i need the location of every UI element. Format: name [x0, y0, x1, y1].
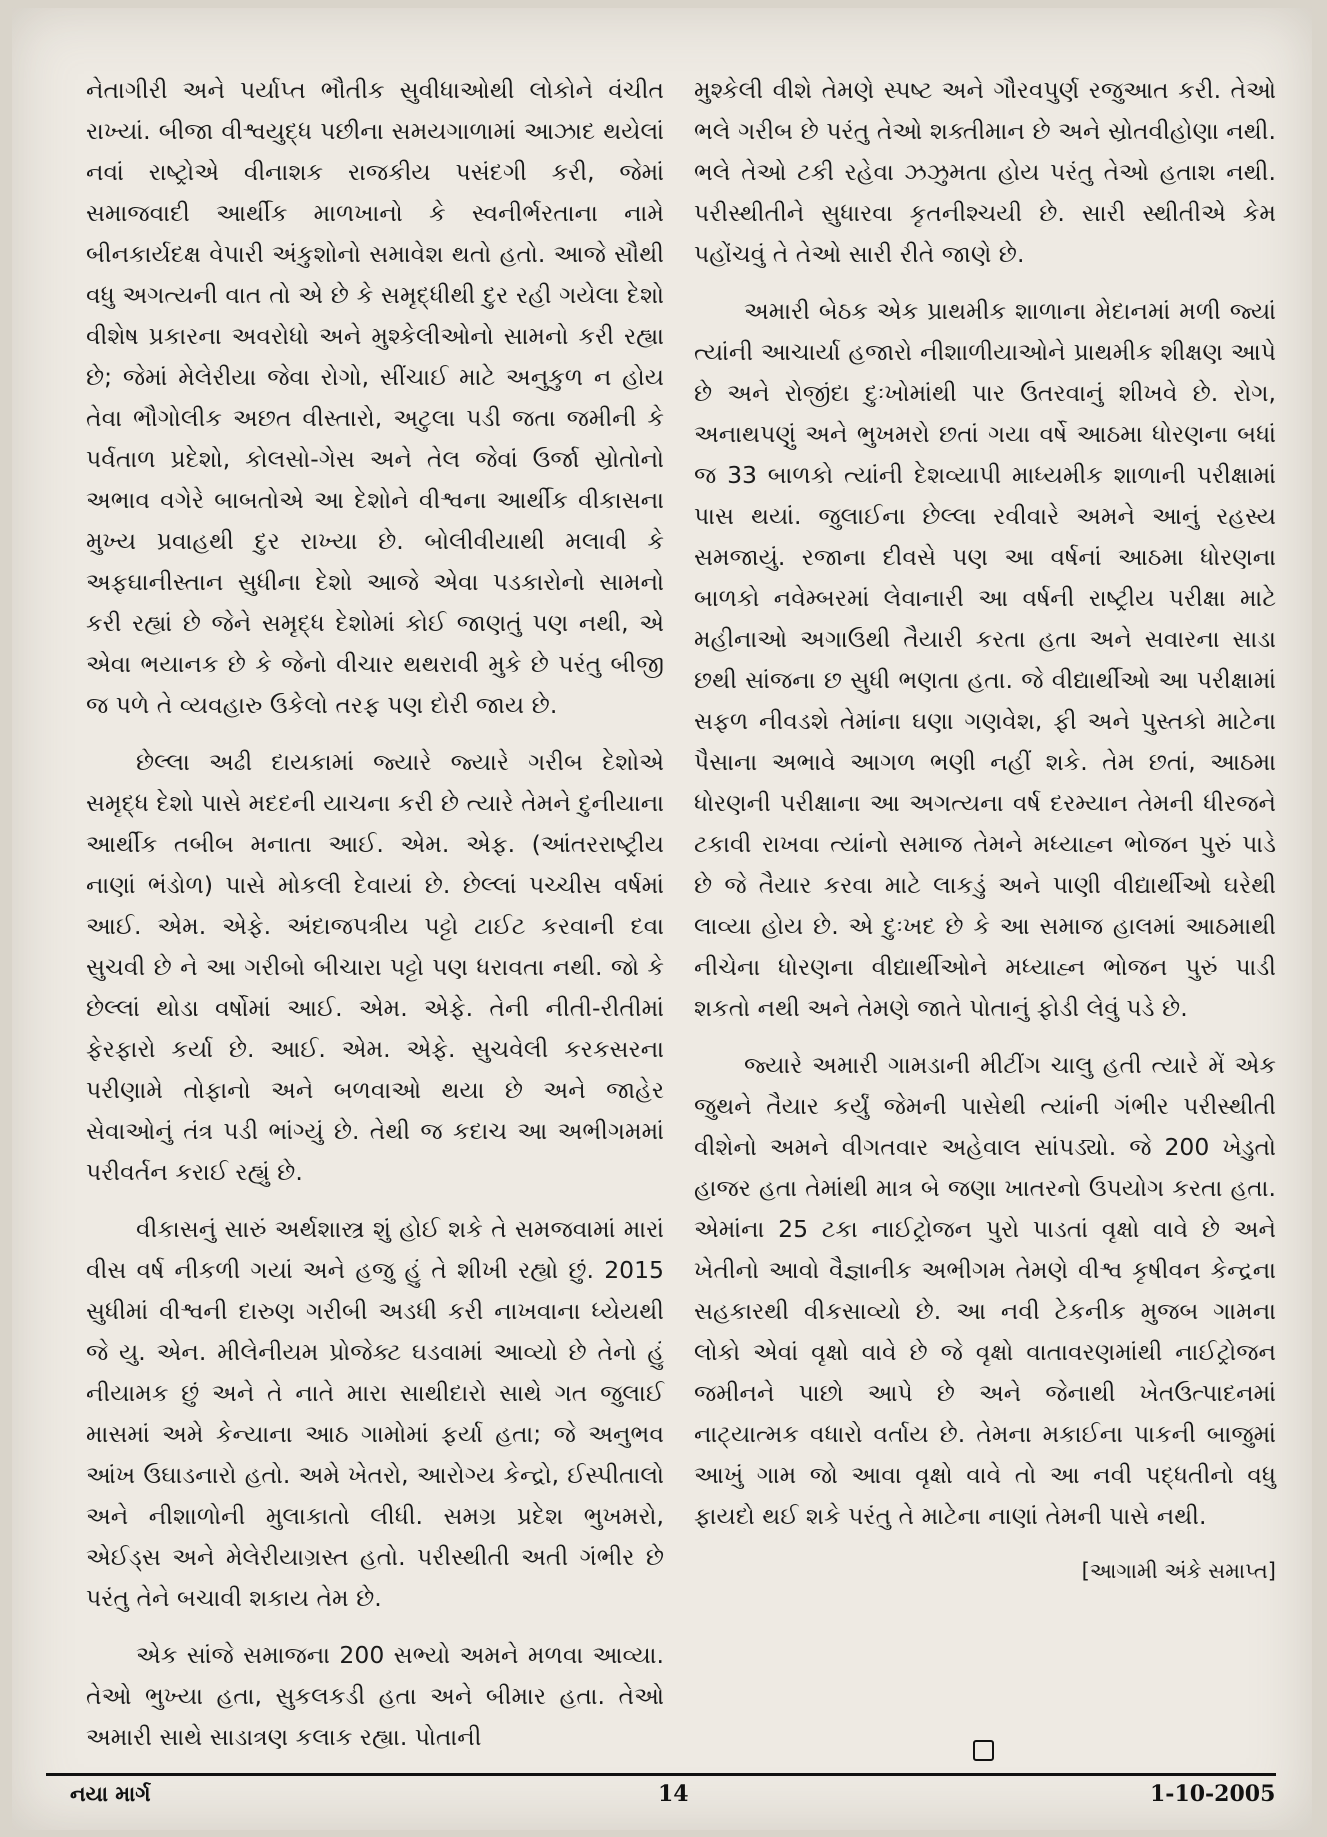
right-column [694, 70, 1276, 1592]
paragraph-right-3: જ્યારે અમારી ગામડાની મીટીંગ ચાલુ હતી ત્યારે મેં એક જુથને તૈયાર કર્યું જેમની પાસેથી ત્યાંની ગંભીર પરીસ્થીતી વીશેનો અમને વીગતવાર અહેવાલ સાંપડ્યો. જે 200 ખેડુતો હાજર હતા તેમાંથી માત્ર બે જણા ખાતરનો ઉપયોગ કરતા હતા. એમાંના 25 ટકા નાઈટ્રોજન પુરો પાડતાં વૃક્ષો વાવે છે અને ખેતીનો આવો વૈજ્ઞાનીક અભીગમ તેમણે વીશ્વ કૃષીવન કેન્દ્રના સહકારથી વીકસાવ્યો છે. આ નવી ટેકનીક મુજબ ગામના લોકો એવાં વૃક્ષો વાવે છે જે વૃક્ષો વાતાવરણમાંથી નાઈટ્રોજન જમીનને પાછો આપે છે અને જેનાથી ખેતઉત્પાદનમાં નાટ્યાત્મક વધારો વર્તાય છે. તેમના મકાઈના પાકની બાજુમાં આખું ગામ જો આવા વૃક્ષો વાવે તો આ નવી પદ્ધતીનો વધુ ફાયદો થઈ શકે પરંતુ તે માટેના નાણાં તેમની પાસે નથી. [694, 1051, 1276, 1530]
continued-note: [આગામી અંકે સમાપ્ત] [1081, 1559, 1276, 1583]
end-mark-icon [973, 1740, 994, 1761]
paragraph-left-4: એક સાંજે સમાજના 200 સભ્યો અમને મળવા આવ્યા. તેઓ ભુખ્યા હતા, સુકલકડી હતા અને બીમાર હતા. તેઓ અમારી સાથે સાડાત્રણ કલાક રહ્યા. પોતાની [86, 1641, 664, 1751]
paragraph-left-3: વીકાસનું સારું અર્થશાસ્ત્ર શું હોઈ શકે તે સમજવામાં મારાં વીસ વર્ષ નીકળી ગયાં અને હજુ હું તે શીખી રહ્યો છું. 2015 સુધીમાં વીશ્વની દારુણ ગરીબી અડધી કરી નાખવાના ધ્યેયથી જે યુ. એન. મીલેનીયમ પ્રોજેક્ટ ઘડવામાં આવ્યો છે તેનો હું નીયામક છું અને તે નાતે મારા સાથીદારો સાથે ગત જુલાઈ માસમાં અમે કેન્યાના આઠ ગામોમાં ફર્યા હતા; જે અનુભવ આંખ ઉઘાડનારો હતો. અમે ખેતરો, આરોગ્ય કેન્દ્રો, ઈસ્પીતાલો અને નીશાળોની મુલાકાતો લીધી. સમગ્ર પ્રદેશ ભુખમરો, એઈડ્સ અને મેલેરીયાગ્રસ્ત હતો. પરીસ્થીતી અતી ગંભીર છે પરંતુ તેને બચાવી શકાય તેમ છે. [86, 1215, 664, 1612]
publication-name: નયા માર્ગ [70, 1781, 151, 1806]
paragraph-right-2: અમારી બેઠક એક પ્રાથમીક શાળાના મેદાનમાં મળી જ્યાં ત્યાંની આચાર્યા હજારો નીશાળીયાઓને પ્રાથમીક શીક્ષણ આપે છે અને રોજીંદા દુઃખોમાંથી પાર ઉતરવાનું શીખવે છે. રોગ, અનાથપણું અને ભુખમરો છતાં ગયા વર્ષે આઠમા ધોરણના બધાં જ 33 બાળકો ત્યાંની દેશવ્યાપી માધ્યમીક શાળાની પરીક્ષામાં પાસ થયાં. જુલાઈના છેલ્લા રવીવારે અમને આનું રહસ્ય સમજાયું. રજાના દીવસે પણ આ વર્ષનાં આઠમા ધોરણના બાળકો નવેમ્બરમાં લેવાનારી આ વર્ષની રાષ્ટ્રીય પરીક્ષા માટે મહીનાઓ અગાઉથી તૈયારી કરતા હતા અને સવારના સાડા છથી સાંજના છ સુધી ભણતા હતા. જે વીદ્યાર્થીઓ આ પરીક્ષામાં સફળ નીવડશે તેમાંના ઘણા ગણવેશ, ફી અને પુસ્તકો માટેના પૈસાના અભાવે આગળ ભણી નહીં શકે. તેમ છતાં, આઠમા ધોરણની પરીક્ષાના આ અગત્યના વર્ષ દરમ્યાન તેમની ધીરજને ટકાવી રાખવા ત્યાંનો સમાજ તેમને મધ્યાહ્ન ભોજન પુરું પાડે છે જે તૈયાર કરવા માટે લાકડું અને પાણી વીદ્યાર્થીઓ ઘરેથી લાવ્યા હોય છે. એ દુઃખદ છે કે આ સમાજ હાલમાં આઠમાથી નીચેના ધોરણના વીદ્યાર્થીઓને મધ્યાહ્ન ભોજન પુરું પાડી શકતો નથી અને તેમણે જાતે પોતાનું ફોડી લેવું પડે છે. [694, 297, 1276, 1022]
paragraph-left-2: છેલ્લા અઢી દાયકામાં જ્યારે જ્યારે ગરીબ દેશોએ સમૃદ્ધ દેશો પાસે મદદની યાચના કરી છે ત્યારે તેમને દુનીયાના આર્થીક તબીબ મનાતા આઈ. એમ. એફ. (આંતરરાષ્ટ્રીય નાણાં ભંડોળ) પાસે મોકલી દેવાયાં છે. છેલ્લાં પચ્ચીસ વર્ષમાં આઈ. એમ. એફે. અંદાજપત્રીય પટ્ટો ટાઈટ કરવાની દવા સુચવી છે ને આ ગરીબો બીચારા પટ્ટો પણ ધરાવતા નથી. જો કે છેલ્લાં થોડા વર્ષોમાં આઈ. એમ. એફે. તેની નીતી-રીતીમાં ફેરફારો કર્યા છે. આઈ. એમ. એફે. સુચવેલી કરકસરના પરીણામે તોફાનો અને બળવાઓ થયા છે અને જાહેર સેવાઓનું તંત્ર પડી ભાંગ્યું છે. તેથી જ કદાચ આ અભીગમમાં પરીવર્તન કરાઈ રહ્યું છે. [86, 748, 664, 1186]
paragraph-left-1: નેતાગીરી અને પર્યાપ્ત ભૌતીક સુવીધાઓથી લોકોને વંચીત રાખ્યાં. બીજા વીશ્વયુદ્ધ પછીના સમયગાળામાં આઝાદ થયેલાં નવાં રાષ્ટ્રોએ વીનાશક રાજકીય પસંદગી કરી, જેમાં સમાજવાદી આર્થીક માળખાનો કે સ્વનીર્ભરતાના નામે બીનકાર્યદક્ષ વેપારી અંકુશોનો સમાવેશ થતો હતો. આજે સૌથી વધુ અગત્યની વાત તો એ છે કે સમૃદ્ધીથી દુર રહી ગયેલા દેશો વીશેષ પ્રકારના અવરોધો અને મુશ્કેલીઓનો સામનો કરી રહ્યા છે; જેમાં મેલેરીયા જેવા રોગો, સીંચાઈ માટે અનુકુળ ન હોય તેવા ભૌગોલીક અછત વીસ્તારો, અટુલા પડી જતા જમીની કે પર્વતાળ પ્રદેશો, કોલસો-ગેસ અને તેલ જેવાં ઉર્જા સ્રોતોનો અભાવ વગેરે બાબતોએ આ દેશોને વીશ્વના આર્થીક વીકાસના મુખ્ય પ્રવાહથી દુર રાખ્યા છે. બોલીવીયાથી મલાવી કે અફઘાનીસ્તાન સુધીના દેશો આજે એવા પડકારોનો સામનો કરી રહ્યાં છે જેને સમૃદ્ધ દેશોમાં કોઈ જાણતું પણ નથી, એ એવા ભયાનક છે કે જેનો વીચાર થથરાવી મુકે છે પરંતુ બીજી જ પળે તે વ્યવહારુ ઉકેલો તરફ પણ દોરી જાય છે. [86, 76, 664, 719]
issue-date: 1-10-2005 [1150, 1781, 1276, 1807]
paragraph-right-1: મુશ્કેલી વીશે તેમણે સ્પષ્ટ અને ગૌરવપુર્ણ રજુઆત કરી. તેઓ ભલે ગરીબ છે પરંતુ તેઓ શક્તીમાન છે અને સ્રોતવીહોણા નથી. ભલે તેઓ ટકી રહેવા ઝઝુમતા હોય પરંતુ તેઓ હતાશ નથી. પરીસ્થીતીને સુધારવા કૃતનીશ્ચયી છે. સારી સ્થીતીએ કેમ પહોંચવું તે તેઓ સારી રીતે જાણે છે. [694, 76, 1276, 268]
footer-divider [46, 1773, 1276, 1776]
left-column [86, 70, 664, 1758]
magazine-page [12, 8, 1312, 1830]
page-number: 14 [658, 1781, 689, 1807]
